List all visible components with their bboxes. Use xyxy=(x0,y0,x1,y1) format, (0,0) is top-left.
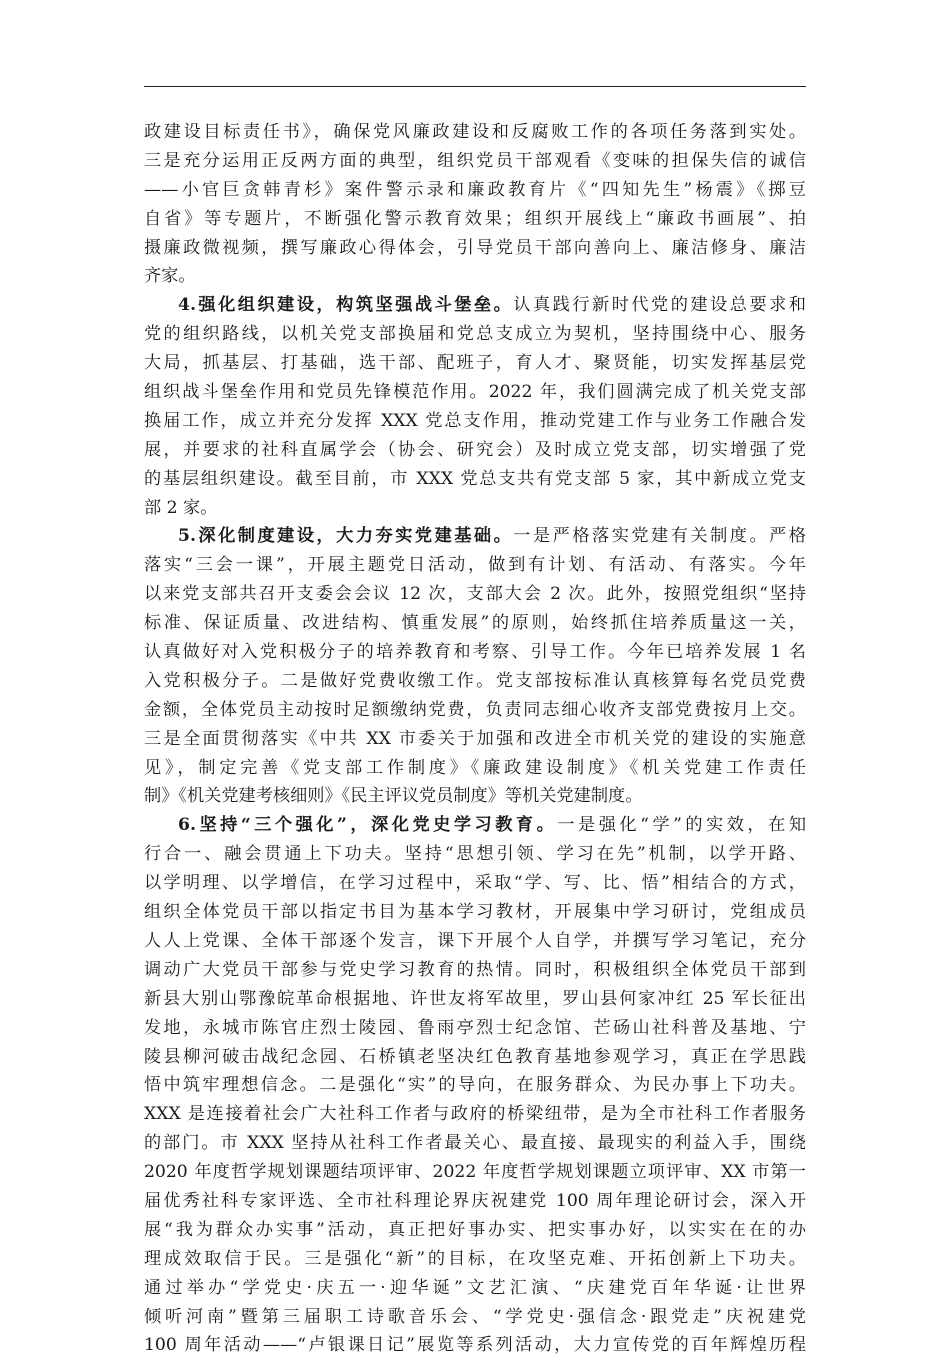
line-text: 齐家。 xyxy=(144,266,196,287)
text-line xyxy=(144,349,806,378)
line-text: 2020 年度哲学规划课题结项评审、2022 年度哲学规划课题立项评审、XX 市第一 xyxy=(144,1162,806,1183)
line-text: 摄廉政微视频，撰写廉政心得体会，引导党员干部向善向上、廉洁修身、廉洁 xyxy=(144,237,806,258)
text-line xyxy=(144,1331,806,1360)
text-line xyxy=(144,1187,806,1216)
line-text: 届优秀社科专家评选、全市社科理论界庆祝建党 100 周年理论研讨会，深入开 xyxy=(144,1190,806,1211)
text-line xyxy=(144,1245,806,1274)
line-text: 陵县柳河破击战纪念园、石桥镇老坚决红色教育基地参观学习，真正在学思践 xyxy=(144,1046,806,1067)
line-text: 部 2 家。 xyxy=(144,497,218,518)
line-text: 三是全面贯彻落实《中共 XX 市委关于加强和改进全市机关党的建设的实施意 xyxy=(144,728,806,749)
text-line xyxy=(144,522,806,551)
text-line xyxy=(144,407,806,436)
text-line xyxy=(144,580,806,609)
text-line xyxy=(144,378,806,407)
line-text: 金额，全体党员主动按时足额缴纳党费，负责同志细心收齐支部党费按月上交。 xyxy=(144,699,806,720)
text-line xyxy=(144,551,806,580)
line-text: ——小官巨贪韩青杉》案件警示录和廉政教育片《“四知先生”杨震》《掷豆 xyxy=(144,179,806,200)
section-heading: 4.强化组织建设，构筑坚强战斗堡垒。 xyxy=(178,295,514,316)
line-text: 发地，永城市陈官庄烈士陵园、鲁雨亭烈士纪念馆、芒砀山社科普及基地、宁 xyxy=(144,1017,806,1038)
line-text: 调动广大党员干部参与党史学习教育的热情。同时，积极组织全体党员干部到 xyxy=(144,959,806,980)
text-line xyxy=(144,869,806,898)
text-line xyxy=(144,291,806,320)
line-text: 党的组织路线，以机关党支部换届和党总支成立为契机，坚持围绕中心、服务 xyxy=(144,324,806,345)
text-line xyxy=(144,840,806,869)
line-text: 见》，制定完善《党支部工作制度》《廉政建设制度》《机关党建工作责任 xyxy=(144,757,806,778)
line-text: 以来党支部共召开支委会会议 12 次，支部大会 2 次。此外，按照党组织“坚持 xyxy=(144,584,806,605)
line-text: 认真做好对入党积极分子的培养教育和考察、引导工作。今年已培养发展 1 名 xyxy=(144,642,806,663)
line-text: 倾听河南”暨第三届职工诗歌音乐会、“学党史·强信念·跟党走”庆祝建党 xyxy=(144,1306,806,1327)
line-text: 制》《机关党建考核细则》《民主评议党员制度》等机关党建制度。 xyxy=(144,786,643,807)
text-line xyxy=(144,696,806,725)
text-line xyxy=(144,436,806,465)
line-text: 展“我为群众办实事”活动，真正把好事办实、把实事办好，以实实在在的办 xyxy=(144,1219,806,1240)
line-text: 行合一、融会贯通上下功夫。坚持“思想引领、学习在先”机制，以学开路、 xyxy=(144,844,806,865)
text-line xyxy=(144,234,806,263)
line-text: 换届工作，成立并充分发挥 XXX 党总支作用，推动党建工作与业务工作融合发 xyxy=(144,410,806,431)
line-text: 人人上党课、全体干部逐个发言，课下开展个人自学，并撰写学习笔记，充分 xyxy=(144,930,806,951)
text-line xyxy=(144,1129,806,1158)
line-text: 组织全体党员干部以指定书目为基本学习教材，开展集中学习研讨，党组成员 xyxy=(144,902,806,923)
text-line xyxy=(144,927,806,956)
line-text: 落实“三会一课”，开展主题党日活动，做到有计划、有活动、有落实。今年 xyxy=(144,555,806,576)
text-line xyxy=(144,176,806,205)
line-text: 新县大别山鄂豫皖革命根据地、许世友将军故里，罗山县何家冲红 25 军长征出 xyxy=(144,988,806,1009)
line-text: 三是充分运用正反两方面的典型，组织党员干部观看《变味的担保失信的诚信 xyxy=(144,150,806,171)
line-text: 的基层组织建设。截至目前，市 XXX 党总支共有党支部 5 家，其中新成立党支 xyxy=(144,468,806,489)
line-text: 理成效取信于民。三是强化“新”的目标，在攻坚克难、开拓创新上下功夫。 xyxy=(144,1248,806,1269)
text-line xyxy=(144,898,806,927)
text-line xyxy=(144,1014,806,1043)
line-text: 一是严格落实党建有关制度。严格 xyxy=(513,526,806,547)
section-heading: 6.坚持“三个强化”，深化党史学习教育。 xyxy=(178,815,558,836)
text-line xyxy=(144,494,806,523)
text-line xyxy=(144,754,806,783)
text-line xyxy=(144,1158,806,1187)
line-text: 自省》等专题片，不断强化警示教育效果；组织开展线上“廉政书画展”、拍 xyxy=(144,208,806,229)
line-text: 标准、保证质量、改进结构、慎重发展”的原则，始终抓住培养质量这一关， xyxy=(144,613,806,634)
text-line xyxy=(144,956,806,985)
text-line xyxy=(144,147,806,176)
text-line xyxy=(144,205,806,234)
text-line xyxy=(144,262,806,291)
line-text: 通过举办“学党史·庆五一·迎华诞”文艺汇演、“庆建党百年华诞·让世界 xyxy=(144,1277,806,1298)
text-line xyxy=(144,811,806,840)
text-line xyxy=(144,609,806,638)
text-line xyxy=(144,667,806,696)
text-line xyxy=(144,118,806,147)
line-text: 的部门。市 XXX 坚持从社科工作者最关心、最直接、最现实的利益入手，围绕 xyxy=(144,1133,806,1154)
section-heading: 5.深化制度建设，大力夯实党建基础。 xyxy=(178,526,514,547)
line-text: 一是强化“学”的实效，在知 xyxy=(557,815,806,836)
text-line xyxy=(144,782,806,811)
line-text: 100 周年活动——“卢银课日记”展览等系列活动，大力宣传党的百年辉煌历程 xyxy=(144,1335,806,1356)
header-rule xyxy=(144,86,806,87)
line-text: 政建设目标责任书》，确保党风廉政建设和反腐败工作的各项任务落到实处。 xyxy=(144,122,806,142)
line-text: 展，并要求的社科直属学会（协会、研究会）及时成立党支部，切实增强了党 xyxy=(144,439,806,460)
line-text: 悟中筑牢理想信念。二是强化“实”的导向，在服务群众、为民办事上下功夫。 xyxy=(144,1075,806,1096)
line-text: XXX 是连接着社会广大社科工作者与政府的桥梁纽带，是为全市社科工作者服务 xyxy=(144,1104,806,1125)
line-text: 入党积极分子。二是做好党费收缴工作。党支部按标准认真核算每名党员党费 xyxy=(144,670,806,691)
line-text: 认真践行新时代党的建设总要求和 xyxy=(513,295,806,316)
text-line xyxy=(144,320,806,349)
line-text: 以学明理、以学增信，在学习过程中，采取“学、写、比、悟”相结合的方式， xyxy=(144,873,806,894)
text-line xyxy=(144,985,806,1014)
text-line xyxy=(144,1303,806,1332)
text-line xyxy=(144,1216,806,1245)
text-line xyxy=(144,1043,806,1072)
line-text: 组织战斗堡垒作用和党员先锋模范作用。2022 年，我们圆满完成了机关党支部 xyxy=(144,382,806,403)
text-line xyxy=(144,1274,806,1303)
document-body xyxy=(144,118,806,1360)
text-line xyxy=(144,465,806,494)
text-line xyxy=(144,1071,806,1100)
line-text: 大局，抓基层、打基础，选干部、配班子，育人才、聚贤能，切实发挥基层党 xyxy=(144,353,806,374)
text-line xyxy=(144,1100,806,1129)
text-line xyxy=(144,638,806,667)
text-line xyxy=(144,725,806,754)
